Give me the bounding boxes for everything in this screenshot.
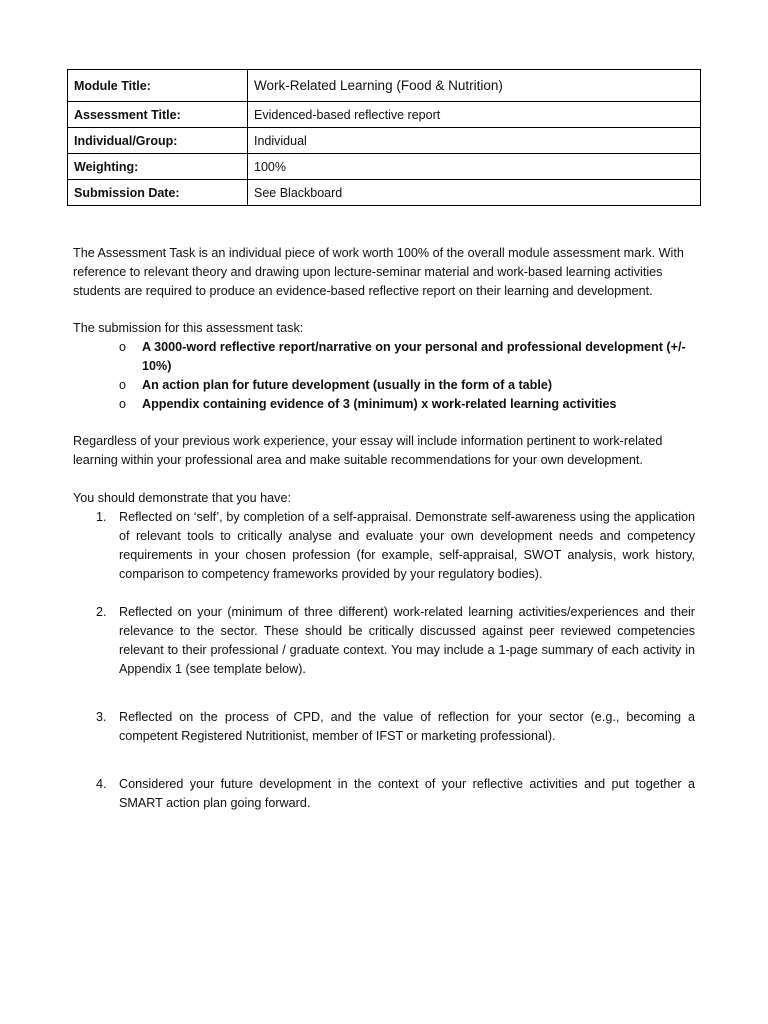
module-title-label: Module Title: [68, 70, 248, 102]
list-item [73, 775, 695, 813]
module-info-table [67, 69, 701, 206]
assessment-title-label: Assessment Title: [68, 102, 248, 128]
item-number: 4. [96, 777, 107, 791]
assessment-title-value: Evidenced-based reflective report [248, 102, 701, 128]
submission-list [73, 338, 695, 414]
bullet-icon: o [119, 397, 127, 411]
individual-group-value: Individual [248, 128, 701, 154]
item-text: Reflected on your (minimum of three different) work-related learning activities/experiences and their relevance to the sector. These should be critically discussed against peer reviewed competencies relevant to their professional / graduate context. You may include a 1-page summary of each activity in Appendix 1 (see template below). [119, 605, 695, 676]
table-row [68, 128, 701, 154]
weighting-value: 100% [248, 154, 701, 180]
list-item [73, 708, 695, 746]
assessment-task-paragraph: The Assessment Task is an individual piece of work worth 100% of the overall module assessment mark. With reference to relevant theory and drawing upon lecture-seminar material and work-based learning activities students are required to produce an evidence-based reflective report on their learning and development. [73, 246, 684, 298]
submission-item-text: Appendix containing evidence of 3 (minimum) x work-related learning activities [142, 397, 617, 411]
bullet-icon: o [119, 340, 127, 354]
item-text: Reflected on the process of CPD, and the value of reflection for your sector (e.g., becoming a competent Registered Nutritionist, member of IFST or marketing professional). [119, 710, 695, 743]
demonstrate-intro: You should demonstrate that you have: [73, 491, 291, 505]
table-row [68, 70, 701, 102]
item-number: 2. [96, 605, 107, 619]
item-number: 3. [96, 710, 107, 724]
item-text: Considered your future development in the context of your reflective activities and put together a SMART action plan going forward. [119, 777, 695, 810]
bullet-icon: o [119, 378, 127, 392]
table-row [68, 180, 701, 206]
submission-intro: The submission for this assessment task: [73, 321, 304, 335]
item-text: Reflected on ‘self’, by completion of a self-appraisal. Demonstrate self-awareness using the application of relevant tools to critically analyse and evaluate your own development needs and competency requirements in your chosen profession (for example, self-appraisal, SWOT analysis, work history, comparison to competency frameworks provided by your regulatory bodies). [119, 510, 695, 581]
submission-item-text: A 3000-word reflective report/narrative on your personal and professional development (+/- 10%) [142, 340, 686, 373]
submission-date-label: Submission Date: [68, 180, 248, 206]
table-row [68, 154, 701, 180]
demonstrate-list [73, 508, 695, 813]
table-row [68, 102, 701, 128]
regardless-paragraph: Regardless of your previous work experience, your essay will include information pertinent to work-related learning within your professional area and make suitable recommendations for your own development. [73, 434, 663, 467]
list-item [73, 508, 695, 584]
item-number: 1. [96, 510, 107, 524]
list-item [73, 376, 695, 395]
module-title-value: Work-Related Learning (Food & Nutrition) [248, 70, 701, 102]
list-item [73, 603, 695, 679]
submission-item-text: An action plan for future development (usually in the form of a table) [142, 378, 553, 392]
submission-date-value: See Blackboard [248, 180, 701, 206]
individual-group-label: Individual/Group: [68, 128, 248, 154]
list-item [73, 338, 695, 376]
list-item [73, 395, 695, 414]
weighting-label: Weighting: [68, 154, 248, 180]
